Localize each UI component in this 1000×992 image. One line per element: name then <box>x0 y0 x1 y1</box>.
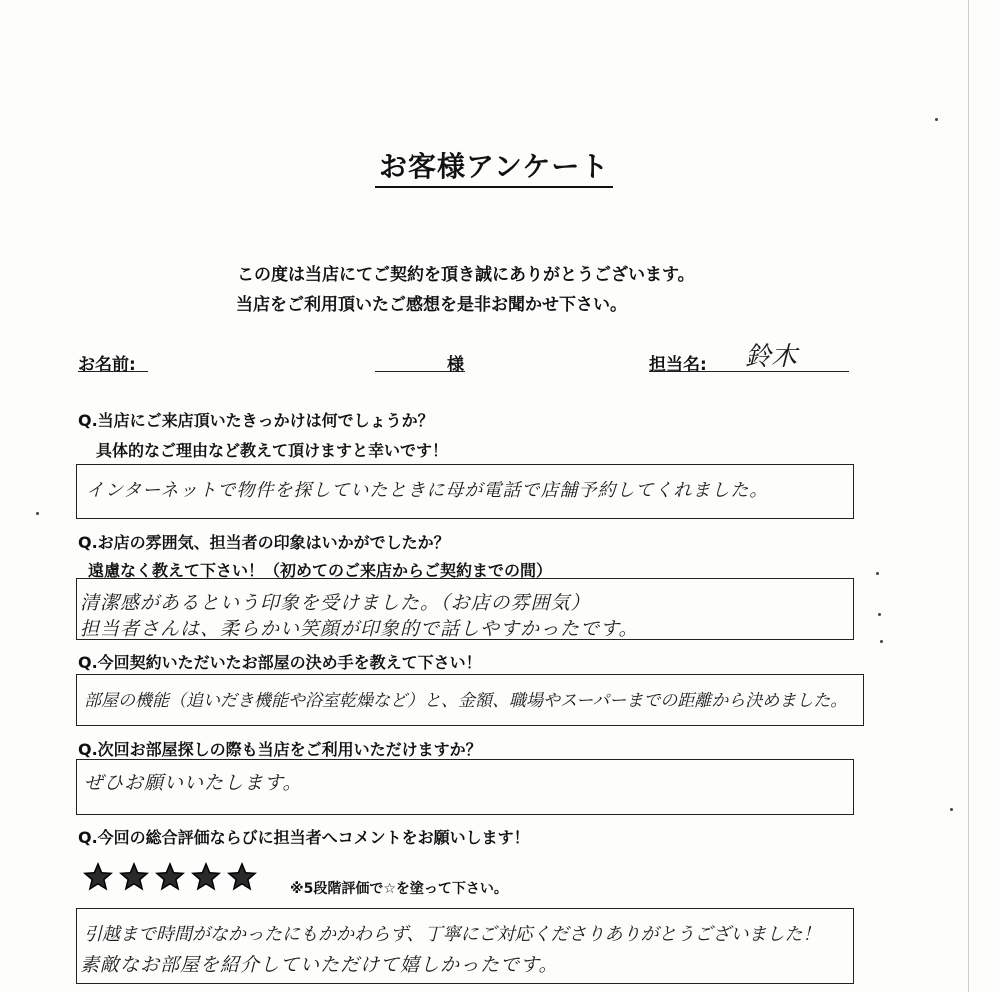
question-1: Q.当店にご来店頂いたきっかけは何でしょうか？ <box>78 411 434 430</box>
question-4: Q.次回お部屋探しの際も当店をご利用いただけますか？ <box>78 740 482 759</box>
question-3: Q.今回契約いただいたお部屋の決め手を教えて下さい！ <box>78 653 482 672</box>
scan-speck <box>950 808 953 811</box>
question-2: Q.お店の雰囲気、担当者の印象はいかがでしたか？ <box>78 533 450 552</box>
scan-speck <box>36 512 39 515</box>
name-suffix: 様 <box>447 355 464 375</box>
question-2-subtext: 遠慮なく教えて下さい！（初めてのご来店からご契約までの間） <box>88 561 553 580</box>
name-label: お名前: <box>78 355 136 375</box>
answer-3-line-1: 部屋の機能（追いだき機能や浴室乾燥など）と、金額、職場やスーパーまでの距離から決めました。 <box>84 691 848 711</box>
star-4-icon[interactable] <box>191 862 221 892</box>
name-label-underline <box>78 371 148 372</box>
rating-instruction: ※5段階評価で☆を塗って下さい。 <box>290 881 508 897</box>
star-5-icon[interactable] <box>227 862 257 892</box>
star-3-icon[interactable] <box>155 862 185 892</box>
question-1-subtext: 具体的なご理由など教えて頂けますと幸いです！ <box>96 441 449 460</box>
survey-title: お客様アンケート <box>375 150 613 188</box>
star-1-icon[interactable] <box>83 862 113 892</box>
answer-2-line-1: 清潔感があるという印象を受けました。（お店の雰囲気） <box>80 592 591 614</box>
staff-label: 担当名: <box>649 355 707 375</box>
answer-2-line-2: 担当者さんは、柔らかい笑顔が印象的で話しやすかったです。 <box>80 618 639 640</box>
scan-speck <box>878 613 881 616</box>
scan-speck <box>880 640 883 643</box>
answer-5-line-2: 素敵なお部屋を紹介していただけて嬉しかったです。 <box>80 954 559 976</box>
staff-name-value[interactable]: 鈴木 <box>745 342 798 372</box>
scan-speck <box>876 572 879 575</box>
intro-line-2: 当店をご利用頂いたご感想を是非お聞かせ下さい。 <box>236 295 627 315</box>
question-5: Q.今回の総合評価ならびに担当者へコメントをお願いします！ <box>78 828 530 847</box>
scan-speck <box>935 118 938 121</box>
rating-stars[interactable] <box>83 862 257 892</box>
answer-5-line-1: 引越まで時間がなかったにもかかわらず、丁寧にご対応くださりありがとうございました！ <box>84 924 821 945</box>
answer-1-line-1: インターネットで物件を探していたときに母が電話で店舗予約してくれました。 <box>86 480 769 501</box>
star-2-icon[interactable] <box>119 862 149 892</box>
answer-4-line-1: ぜひお願いいたします。 <box>84 772 303 794</box>
intro-line-1: この度は当店にてご契約を頂き誠にありがとうございます。 <box>237 265 695 285</box>
scan-edge-line <box>968 0 969 992</box>
